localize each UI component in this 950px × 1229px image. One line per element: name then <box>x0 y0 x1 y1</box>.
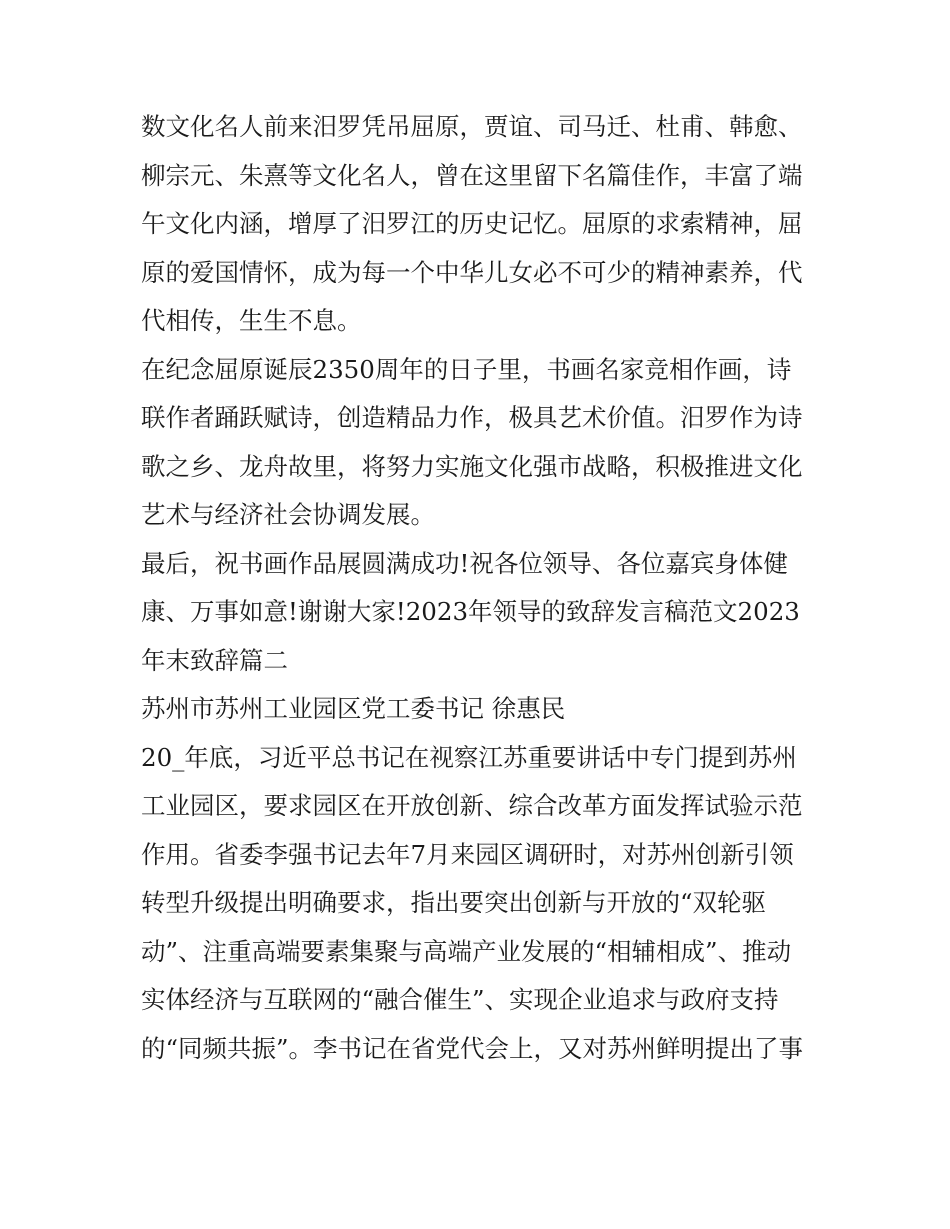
text-line: 工业园区，要求园区在开放创新、综合改革方面发挥试验示范 <box>141 791 803 820</box>
text-line: 数文化名人前来汨罗凭吊屈原，贾谊、司马迁、杜甫、韩愈、 <box>141 112 803 141</box>
text-line: 最后，祝书画作品展圆满成功!祝各位领导、各位嘉宾身体健 <box>141 548 788 578</box>
text-line: 歌之乡、龙舟故里，将努力实施文化强市战略，积极推进文化 <box>141 451 803 481</box>
text-line: 艺术与经济社会协调发展。 <box>141 500 435 529</box>
text-line: 年末致辞篇二 <box>141 645 288 675</box>
text-line: 实体经济与互联网的“融合催生”、实现企业追求与政府支持 <box>141 985 779 1014</box>
text-line: 20_年底，习近平总书记在视察江苏重要讲话中专门提到苏州 <box>141 742 797 772</box>
text-line: 原的爱国情怀，成为每一个中华儿女必不可少的精神素养，代 <box>141 257 803 287</box>
text-line: 动”、注重高端要素集聚与高端产业发展的“相辅相成”、推动 <box>141 936 792 966</box>
text-line: 柳宗元、朱熹等文化名人，曾在这里留下名篇佳作，丰富了端 <box>141 160 803 190</box>
text-line: 转型升级提出明确要求，指出要突出创新与开放的“双轮驱 <box>141 888 767 917</box>
text-line: 在纪念屈原诞辰2350周年的日子里，书画名家竞相作画，诗 <box>141 354 792 384</box>
text-line: 代相传，生生不息。 <box>141 306 362 335</box>
document-body <box>141 103 811 1073</box>
text-line: 的“同频共振”。李书记在省党代会上，又对苏州鲜明提出了事 <box>141 1033 804 1063</box>
text-line: 作用。省委李强书记去年7月来园区调研时，对苏州创新引领 <box>141 839 794 869</box>
text-line: 康、万事如意!谢谢大家!2023年领导的致辞发言稿范文2023 <box>141 597 800 626</box>
text-line: 午文化内涵，增厚了汨罗江的历史记忆。屈原的求索精神，屈 <box>141 209 803 238</box>
author-line: 苏州市苏州工业园区党工委书记 徐惠民 <box>141 694 566 723</box>
text-line: 联作者踊跃赋诗，创造精品力作，极具艺术价值。汨罗作为诗 <box>141 403 803 432</box>
